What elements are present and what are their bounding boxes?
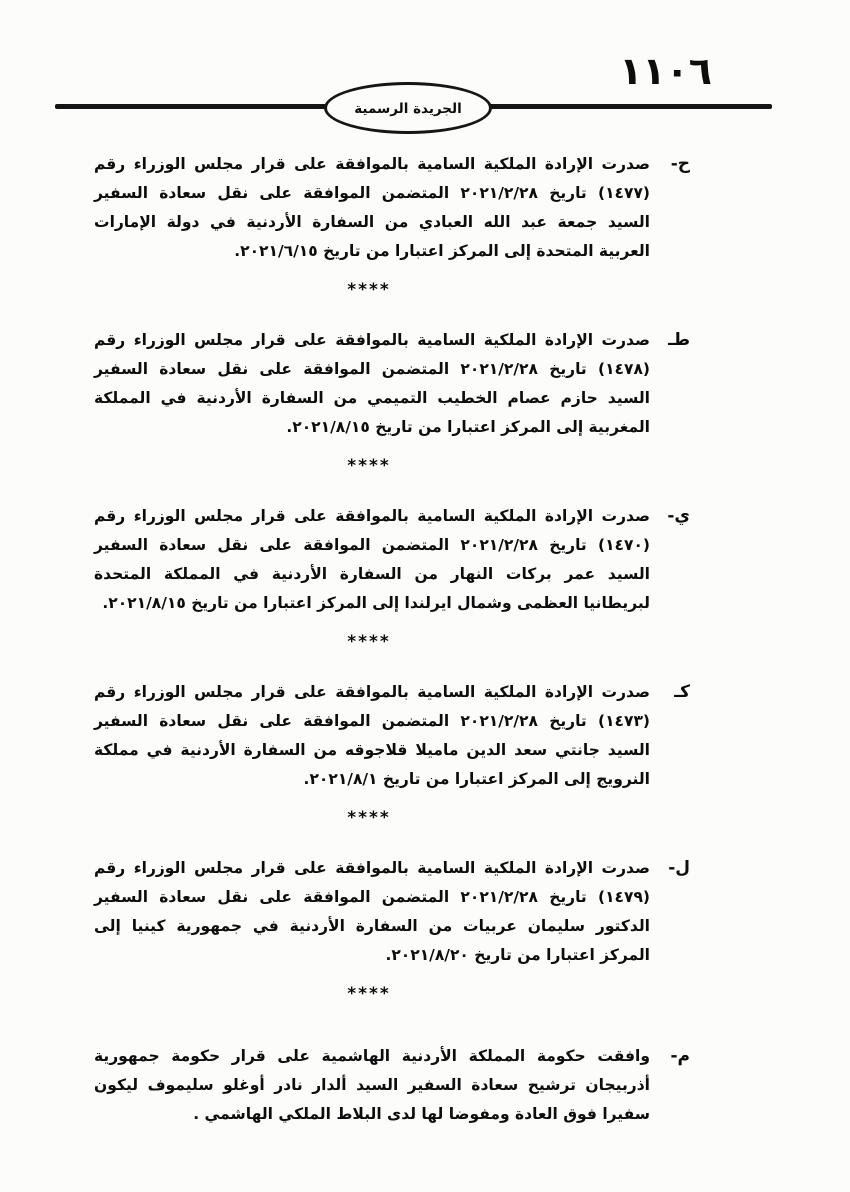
gazette-name-label: الجريدة الرسمية: [354, 101, 462, 117]
entry-text: وافقت حكومة المملكة الأردنية الهاشمية على قرار حكومة جمهورية أذربيجان ترشيح سعادة السفير السيد ألدار نادر أوغلو سليموف ليكون سفيرا فوق العادة ومفوضا لها لدى البلاط الملكي الهاشمي .: [94, 1047, 650, 1123]
entry-text: صدرت الإرادة الملكية السامية بالموافقة على قرار مجلس الوزراء رقم (١٤٧٨) تاريخ ٢٠٢١/٢/٢٨ المتضمن الموافقة على نقل سعادة السفير السيد حازم عصام الخطيب التميمي من السفارة الأردنية في المملكة المغربية إلى المركز اعتبارا من تاريخ ٢٠٢١/٨/١٥.: [94, 331, 650, 436]
gazette-entry: [94, 854, 690, 970]
section-separator: ****: [347, 632, 391, 652]
gazette-entry: [94, 1042, 690, 1129]
entry-label: ي-: [667, 506, 690, 526]
section-separator: ****: [347, 280, 391, 300]
entry-text: صدرت الإرادة الملكية السامية بالموافقة على قرار مجلس الوزراء رقم (١٤٧٩) تاريخ ٢٠٢١/٢/٢٨ المتضمن الموافقة على نقل سعادة السفير الدكتور سليمان عربيات من السفارة الأردنية في جمهورية كينيا إلى المركز اعتبارا من تاريخ ٢٠٢١/٨/٢٠.: [94, 859, 650, 964]
entry-text: صدرت الإرادة الملكية السامية بالموافقة على قرار مجلس الوزراء رقم (١٤٧٣) تاريخ ٢٠٢١/٢/٢٨ المتضمن الموافقة على نقل سعادة السفير السيد جانتي سعد الدين ماميلا قلاجوقه من السفارة الأردنية في مملكة النرويج إلى المركز اعتبارا من تاريخ ٢٠٢١/٨/١.: [94, 683, 650, 788]
section-separator: ****: [347, 984, 391, 1004]
gazette-entry: [94, 502, 690, 618]
section-separator: ****: [347, 808, 391, 828]
entry-label: ح-: [670, 154, 690, 174]
gazette-entry: [94, 678, 690, 794]
section-separator: ****: [347, 456, 391, 476]
entry-text: صدرت الإرادة الملكية السامية بالموافقة على قرار مجلس الوزراء رقم (١٤٧٠) تاريخ ٢٠٢١/٢/٢٨ المتضمن الموافقة على نقل سعادة السفير السيد عمر بركات النهار من السفارة الأردنية في المملكة المتحدة لبريطانيا العظمى وشمال ايرلندا إلى المركز اعتبارا من تاريخ ٢٠٢١/٨/١٥.: [94, 507, 650, 612]
entry-label: كـ: [674, 682, 690, 702]
gazette-entry: [94, 326, 690, 442]
entry-label: م-: [670, 1046, 690, 1066]
page-number: ١١٠٦: [619, 49, 712, 93]
entry-text: صدرت الإرادة الملكية السامية بالموافقة على قرار مجلس الوزراء رقم (١٤٧٧) تاريخ ٢٠٢١/٢/٢٨ المتضمن الموافقة على نقل سعادة السفير السيد جمعة عبد الله العبادي من السفارة الأردنية في دولة الإمارات العربية المتحدة إلى المركز اعتبارا من تاريخ ٢٠٢١/٦/١٥.: [94, 155, 650, 260]
entry-label: طـ: [668, 330, 690, 350]
document-body: [94, 150, 690, 1143]
entry-label: ل-: [668, 858, 690, 878]
gazette-name-badge: [324, 82, 492, 134]
gazette-entry: [94, 150, 690, 266]
